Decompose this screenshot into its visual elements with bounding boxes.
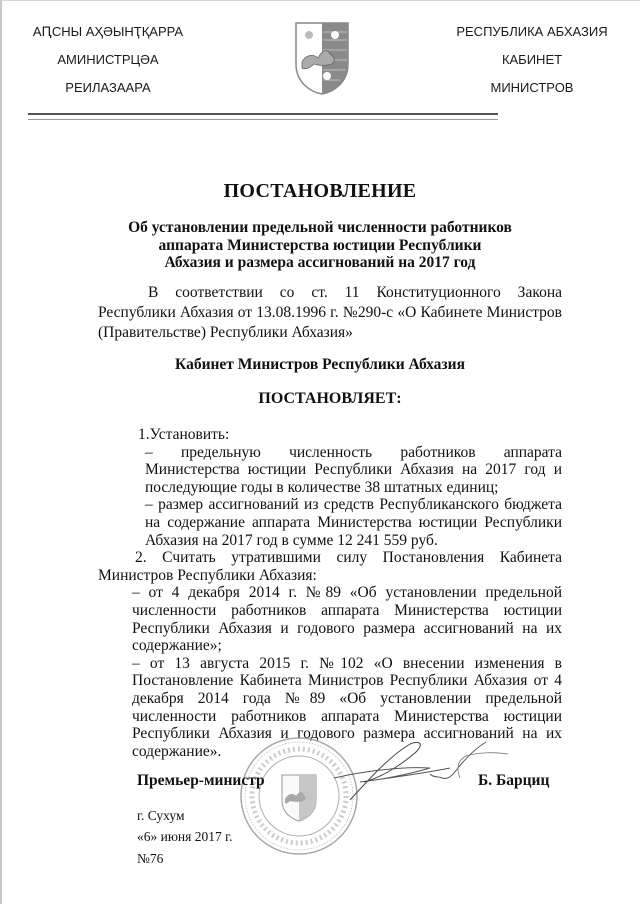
letterhead-line: РЕИЛАЗААРА: [65, 80, 151, 95]
issuer: Кабинет Министров Республики Абхазия: [175, 356, 465, 373]
letterhead-abkhaz: [8, 18, 208, 102]
letterhead-line: АԤСНЫ АҲƏЫНҬҚАРРА: [32, 24, 184, 39]
subtitle-line: Абхазия и размера ассигнований на 2017 год: [164, 254, 476, 271]
signatory-position: Премьер-министр: [137, 772, 265, 789]
clause-1-heading: 1.Установить:: [138, 426, 230, 443]
letterhead-divider: [28, 113, 498, 120]
document-subtitle: [60, 219, 580, 272]
clause-1-item: – предельную численность работников аппарата Министерства юстиции Республики Абхазия на 2017 год и последующие годы в количестве 38 штатных единиц;: [145, 443, 562, 496]
signatory-name: Б. Барциц: [478, 772, 550, 789]
document-number: №76: [137, 851, 164, 866]
letterhead-russian: [432, 18, 632, 102]
resolves-heading: ПОСТАНОВЛЯЕТ:: [258, 390, 402, 407]
letterhead-line: КАБИНЕТ: [501, 52, 563, 67]
issue-date: «6» июня 2017 г.: [137, 829, 233, 844]
letterhead-line: АМИНИСТРЦƏА: [57, 52, 159, 67]
letterhead-line: РЕСПУБЛИКА АБХАЗИЯ: [456, 24, 608, 39]
document-title: ПОСТАНОВЛЕНИЕ: [223, 180, 417, 202]
letterhead-line: МИНИСТРОВ: [490, 80, 574, 95]
clause-2-item: – от 13 августа 2015 г. №102 «О внесении изменения в Постановление Кабинета Министров Республики Абхазия от 4 декабря 2014 года №89 «Об установлении предельной численности работников аппарата Министерства юстиции Республики Абхазия и годового размера ассигнований на их содержание».: [132, 654, 562, 760]
document-body: [98, 426, 562, 760]
clause-1-item: – размер ассигнований из средств Республиканского бюджета на содержание аппарата Министерства юстиции Республики Абхазия на 2017 год в сумме 12 241 559 руб.: [145, 496, 562, 549]
clause-2-heading: 2. Считать утратившими силу Постановления Кабинета Министров Республики Абхазия:: [98, 549, 562, 584]
issue-place: г. Сухум: [137, 808, 185, 823]
coat-of-arms-icon: [292, 20, 352, 96]
subtitle-line: Об установлении предельной численности работников: [128, 219, 512, 236]
subtitle-line: аппарата Министерства юстиции Республики: [158, 236, 482, 254]
clause-2-item: – от 4 декабря 2014 г. №89 «Об установлении предельной численности работников аппарата Министерства юстиции Республики Абхазия и годового размера ассигнований на их содержание»;: [132, 584, 562, 655]
preamble: В соответствии со ст. 11 Конституционного Закона Республики Абхазия от 13.08.1996 г. №290-с «О Кабинете Министров (Правительстве) Республики Абхазия»: [98, 284, 562, 341]
